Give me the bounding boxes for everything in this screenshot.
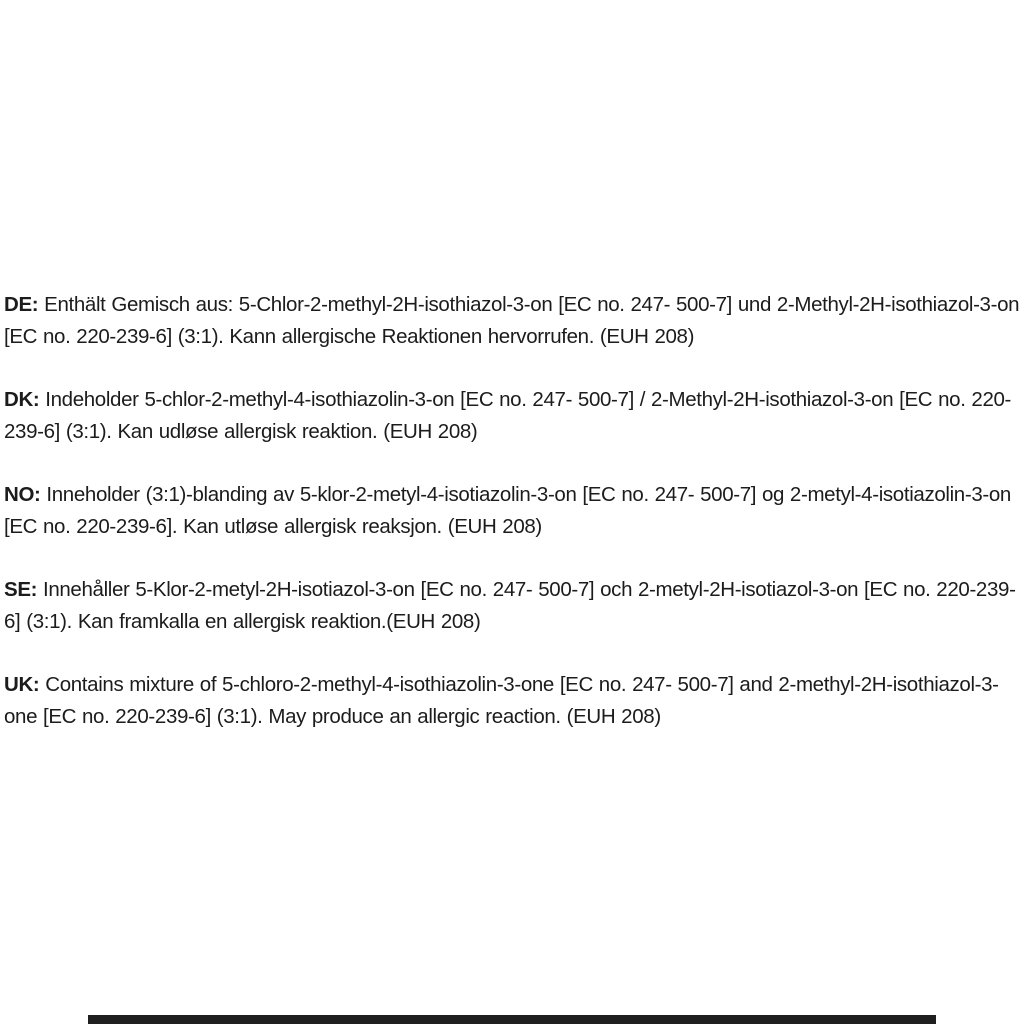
statement-text-uk: Contains mixture of 5-chloro-2-methyl-4-isothiazolin-3-one [EC no. 247- 500-7] and 2-methyl-2H-isothiazol-3-one [EC no. 220-239-6] (3:1). May produce an allergic reaction. (EUH 208) xyxy=(4,673,999,728)
paragraph-no xyxy=(4,479,1020,543)
paragraph-de xyxy=(4,289,1020,353)
statement-text-dk: Indeholder 5-chlor-2-methyl-4-isothiazolin-3-on [EC no. 247- 500-7] / 2-Methyl-2H-isothiazol-3-on [EC no. 220-239-6] (3:1). Kan udløse allergisk reaktion. (EUH 208) xyxy=(4,388,1012,443)
language-code-de: DE: xyxy=(4,293,39,316)
paragraph-dk xyxy=(4,384,1020,448)
language-code-no: NO: xyxy=(4,483,41,506)
language-code-se: SE: xyxy=(4,578,38,601)
paragraph-uk xyxy=(4,669,1020,733)
statement-text-no: Inneholder (3:1)-blanding av 5-klor-2-metyl-4-isotiazolin-3-on [EC no. 247- 500-7] og 2-metyl-4-isotiazolin-3-on [EC no. 220-239-6]. Kan utløse allergisk reaksjon. (EUH 208) xyxy=(4,483,1011,538)
language-code-dk: DK: xyxy=(4,388,40,411)
statement-text-de: Enthält Gemisch aus: 5-Chlor-2-methyl-2H-isothiazol-3-on [EC no. 247- 500-7] und 2-Methyl-2H-isothiazol-3-on [EC no. 220-239-6] (3:1). Kann allergische Reaktionen hervorrufen. (EUH 208) xyxy=(4,293,1020,348)
bottom-edge-bar xyxy=(88,1015,936,1024)
paragraph-se xyxy=(4,574,1020,638)
language-code-uk: UK: xyxy=(4,673,40,696)
statement-text-se: Innehåller 5-Klor-2-metyl-2H-isotiazol-3-on [EC no. 247- 500-7] och 2-metyl-2H-isotiazol-3-on [EC no. 220-239-6] (3:1). Kan framkalla en allergisk reaktion.(EUH 208) xyxy=(4,578,1016,633)
hazard-statements-block xyxy=(4,289,1020,733)
